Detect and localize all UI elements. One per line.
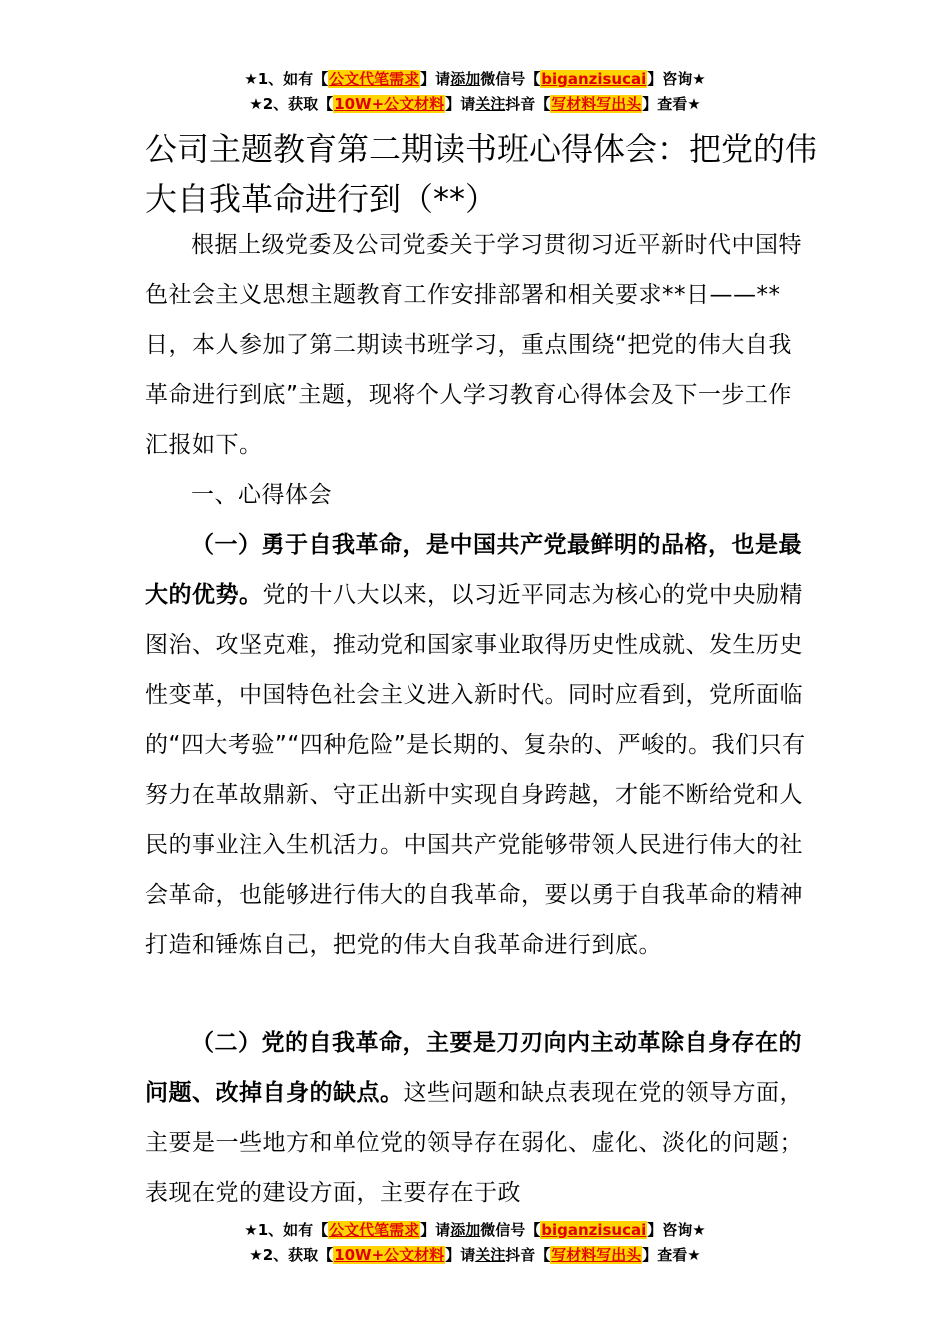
douyin-id: 写材料写出头: [551, 95, 642, 113]
intro-paragraph: 根据上级党委及公司党委关于学习贯彻习近平新时代中国特色社会主义思想主题教育工作安排部署和相关要求**日——**日，本人参加了第二期读书班学习，重点围绕“把党的伟大自我革命进行到底”主题，现将个人学习教育心得体会及下一步工作汇报如下。: [145, 232, 802, 458]
paragraph-2: [145, 1018, 810, 1218]
highlight-text: 公文代笔需求: [329, 70, 420, 88]
highlight-text: 10W+公文材料: [334, 1246, 445, 1264]
header-ad-line-1: ★1、如有【公文代笔需求】请添加微信号【biganzisucai】咨询★: [244, 70, 706, 88]
paragraph-1-lead: （一）勇于自我革命，是中国共产党最鲜明的品格，也是最大的优势。: [145, 532, 802, 608]
wechat-id: biganzisucai: [541, 1221, 647, 1239]
paragraph-2-lead: （二）党的自我革命，主要是刀刃向内主动革除自身存在的问题、改掉自身的缺点。: [145, 1030, 802, 1106]
paragraph-1: [145, 520, 810, 970]
wechat-id: biganzisucai: [541, 70, 647, 88]
douyin-id: 写材料写出头: [551, 1246, 642, 1264]
section-heading: 一、心得体会: [191, 482, 332, 508]
footer-ad-line-1: ★1、如有【公文代笔需求】请添加微信号【biganzisucai】咨询★: [244, 1221, 706, 1239]
paragraph-2-body: 这些问题和缺点表现在党的领导方面，主要是一些地方和单位党的领导存在弱化、虚化、淡化的问题；表现在党的建设方面，主要存在于政: [145, 1080, 803, 1206]
footer-ad-line-2: ★2、获取【10W+公文材料】请关注抖音【写材料写出头】查看★: [249, 1246, 701, 1264]
highlight-text: 公文代笔需求: [329, 1221, 420, 1239]
document-title: 公司主题教育第二期读书班心得体会：把党的伟大自我革命进行到（**）: [145, 130, 818, 218]
header-ad-line-2: ★2、获取【10W+公文材料】请关注抖音【写材料写出头】查看★: [249, 95, 701, 113]
highlight-text: 10W+公文材料: [334, 95, 445, 113]
paragraph-1-body: 党的十八大以来，以习近平同志为核心的党中央励精图治、攻坚克难，推动党和国家事业取得历史性成就、发生历史性变革，中国特色社会主义进入新时代。同时应看到，党所面临的“四大考验”“四种危险”是长期的、复杂的、严峻的。我们只有努力在革故鼎新、守正出新中实现自身跨越，才能不断给党和人民的事业注入生机活力。中国共产党能够带领人民进行伟大的社会革命，也能够进行伟大的自我革命，要以勇于自我革命的精神打造和锤炼自己，把党的伟大自我革命进行到底。: [145, 582, 806, 958]
